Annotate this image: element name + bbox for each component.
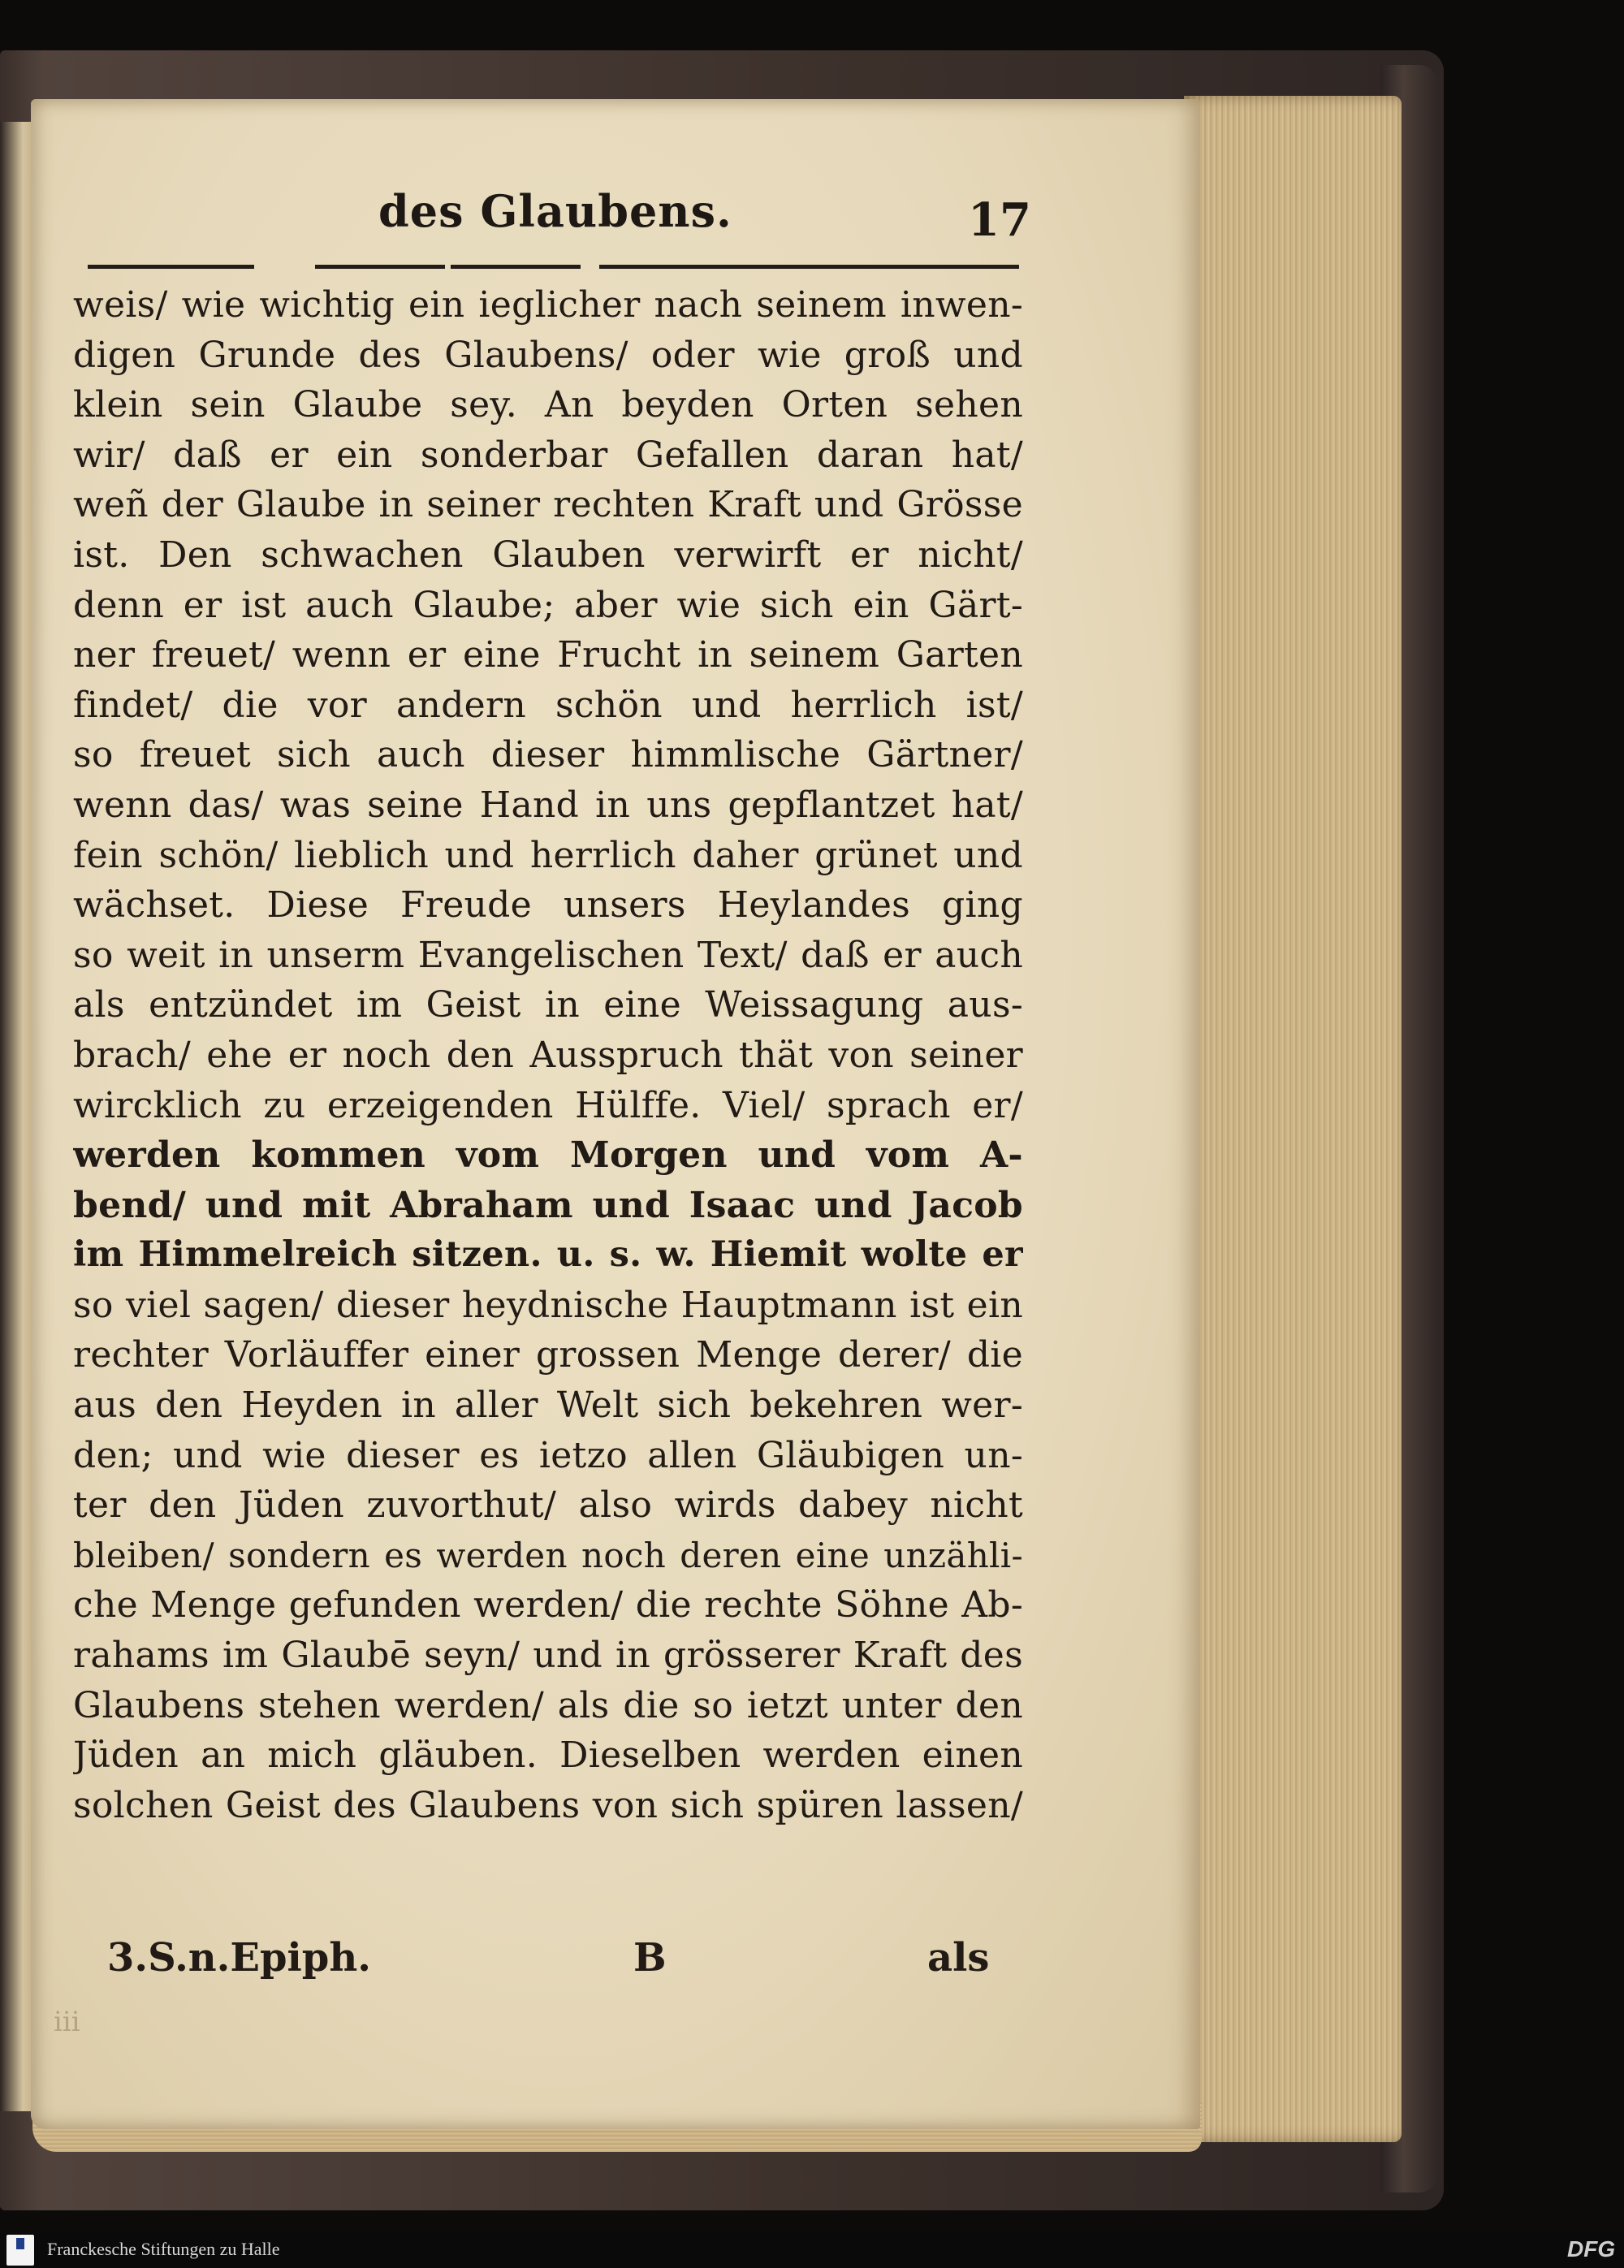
- attribution-text: Franckesche Stiftungen zu Halle: [47, 2239, 280, 2259]
- text-line: fein schön/ lieblich und herrlich daher grünet und: [73, 834, 1023, 876]
- text-line: wir/ daß er ein sonderbar Gefallen daran hat/: [73, 434, 1023, 476]
- page-number: 17: [968, 193, 1031, 247]
- text-line: werden kommen vom Morgen und vom A-: [73, 1134, 1023, 1177]
- header-rule: [315, 265, 445, 269]
- text-line: rahams im Glaubē seyn/ und in grösserer Kraft des: [73, 1635, 1023, 1677]
- text-line: so weit in unserm Evangelischen Text/ daß er auch: [73, 934, 1023, 976]
- text-line: den; und wie dieser es ietzo allen Gläubigen un-: [73, 1434, 1023, 1476]
- text-line: bend/ und mit Abraham und Isaac und Jacob: [73, 1184, 1023, 1226]
- text-line: findet/ die vor andern schön und herrlich ist/: [73, 684, 1023, 726]
- text-line: Jüden an mich gläuben. Dieselben werden einen: [73, 1734, 1023, 1777]
- text-line: wircklich zu erzeigenden Hülffe. Viel/ sprach er/: [73, 1084, 1023, 1126]
- header-rule: [767, 265, 1019, 269]
- text-line: digen Grunde des Glaubens/ oder wie groß und: [73, 334, 1023, 376]
- text-line: weis/ wie wichtig ein ieglicher nach seinem inwen-: [73, 284, 1023, 326]
- facing-page-edge: [0, 122, 32, 2111]
- text-line: aus den Heyden in aller Welt sich bekehren wer-: [73, 1385, 1023, 1427]
- text-line: rechter Vorläuffer einer grossen Menge derer/ die: [73, 1334, 1023, 1376]
- institution-logo-icon: [6, 2235, 34, 2266]
- text-line: weñ der Glaube in seiner rechten Kraft und Grösse: [73, 484, 1023, 526]
- text-line: che Menge gefunden werden/ die rechte Söhne Ab-: [73, 1584, 1023, 1626]
- text-line: ist. Den schwachen Glauben verwirft er nicht/: [73, 534, 1023, 576]
- text-line: ter den Jüden zuvorthut/ also wirds dabey nicht: [73, 1484, 1023, 1527]
- body-text: [73, 280, 1023, 1830]
- running-head: des Glaubens.: [378, 185, 732, 237]
- text-line: ner freuet/ wenn er eine Frucht in seinem Garten: [73, 634, 1023, 676]
- catchword: als: [927, 1935, 990, 1981]
- text-line: klein sein Glaube sey. An beyden Orten sehen: [73, 384, 1023, 426]
- signature-mark: 3.S.n.Epiph.: [107, 1935, 371, 1981]
- dfg-logo: DFG: [1567, 2236, 1616, 2262]
- text-line: brach/ ehe er noch den Ausspruch thät von seiner: [73, 1034, 1023, 1076]
- text-line: im Himmelreich sitzen. u. s. w. Hiemit wolte er: [73, 1234, 1023, 1276]
- text-line: wenn das/ was seine Hand in uns gepflantzet hat/: [73, 784, 1023, 826]
- page-block-fore-edge: [1184, 96, 1402, 2142]
- text-line: so freuet sich auch dieser himmlische Gärtner/: [73, 734, 1023, 776]
- header-rule: [88, 265, 254, 269]
- signature-letter: B: [633, 1935, 667, 1981]
- text-line: Glaubens stehen werden/ als die so ietzt unter den: [73, 1684, 1023, 1726]
- text-line: wächset. Diese Freude unsers Heylandes ging: [73, 884, 1023, 927]
- text-line: bleiben/ sondern es werden noch deren eine unzähli-: [73, 1535, 1023, 1575]
- text-line: so viel sagen/ dieser heydnische Hauptmann ist ein: [73, 1284, 1023, 1326]
- text-line: denn er ist auch Glaube; aber wie sich ein Gärt-: [73, 584, 1023, 626]
- text-line: als entzündet im Geist in eine Weissagung aus-: [73, 984, 1023, 1026]
- margin-mark: iii: [54, 2006, 80, 2038]
- header-rule: [451, 265, 581, 269]
- text-line: solchen Geist des Glaubens von sich spüren lassen/: [73, 1784, 1023, 1826]
